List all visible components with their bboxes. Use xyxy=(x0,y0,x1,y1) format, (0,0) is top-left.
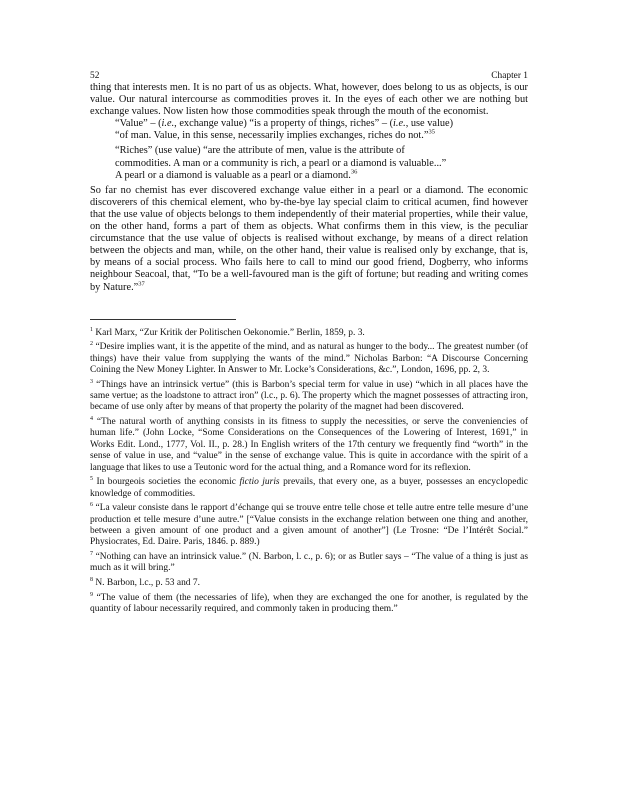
footnotes xyxy=(90,328,528,616)
footnote: $^8$ N. Barbon, l.c., p. 53 and 7. xyxy=(90,576,200,589)
footnote-ref[interactable]: 37 xyxy=(138,280,145,288)
footnote: $^4$ “The natural worth of anything consists in its fitness to supply the necessities, or serve the conveniencies of human life.” (John Locke, “Some Considerations on the Consequences of the Lowering of Interest, 1691,” in Works Edit. Lond., 1777, Vol. II., p. 28.) In English writers of the 17th century we frequently find “worth” in the sense of value in use, and “value” in the sense of exchange value. This is quite in accordance with the spirit of a language that likes to use a Teutonic word for the actual thing, and a Romance word for its reflexion. xyxy=(90,415,528,473)
quote-line-1: “Value” – (i.e., exchange value) “is a property of things, riches” – (i.e., use value) xyxy=(115,118,454,130)
document-page xyxy=(90,70,528,619)
footnote-ref[interactable]: 36 xyxy=(350,168,358,176)
footnote-ref[interactable]: 35 xyxy=(428,128,435,136)
running-header xyxy=(90,70,528,82)
chapter-title: Chapter 1 xyxy=(491,71,528,81)
footnote: $^6$ “La valeur consiste dans le rapport d’échange qui se trouve entre telle chose et telle autre entre telle mesure d’une production et telle mesure d’une autre.” [“Value consists in the exchange relation between one thing and another, between a given amount of one product and a given amount of another”] (Le Trosne: “De l’Intérêt Social.” Physiocrates, Ed. Daire. Paris, 1846. p. 889.) xyxy=(90,502,529,548)
quote-line-3: “Riches” (use value) “are the attribute of men, value is the attribute of xyxy=(115,145,405,157)
footnote: $^3$ “Things have an intrinsick vertue” (this is Barbon’s special term for value in use) “which in all places have the same vertue; as the loadstone to attract iron” (l.c., p. 6). The property which the magnet possesses of attracting iron, became of use only after by means of that property the polarity of the magnet had been discovered. xyxy=(90,378,528,413)
footnote: $^7$ “Nothing can have an intrinsick value.” (N. Barbon, l. c., p. 6); or as Butler says – “The value of a thing is just as much as it will bring.” xyxy=(90,550,529,574)
footnote: $^1$ Karl Marx, “Zur Kritik der Politischen Oekonomie.” Berlin, 1859, p. 3. xyxy=(90,326,365,338)
block-quote xyxy=(115,118,528,181)
body-paragraph-2: So far no chemist has ever discovered exchange value either in a pearl or a diamond. The economic discoverers of this chemical element, who by-the-bye lay special claim to critical acumen, find however that the use value of objects belongs to them independently of their material properties, while their value, on the other hand, forms a part of them as objects. What confirms them in this view, is the peculiar circumstance that the use value of objects is realised without exchange, by means of a direct relation between the objects and man, while, on the other hand, their value is realised only by exchange, that is, by means of a social process. Who fails here to call to mind our good friend, Dogberry, who informs neighbour Seacoal, that, “To be a well-favoured man is the gift of fortune; but reading and writing comes by Nature.”$^{37}$ xyxy=(90,184,528,293)
page-number: 52 xyxy=(90,71,100,81)
quote-line-2: “of man. Value, in this sense, necessarily implies exchanges, riches do not.”$^{35}$ xyxy=(115,128,435,142)
footnote: $^5$ In bourgeois societies the economic fictio juris prevails, that every one, as a buyer, possesses an encyclopedic knowledge of commodities. xyxy=(90,476,528,499)
footnote-divider xyxy=(90,319,236,320)
quote-line-5: A pearl or a diamond is valuable as a pearl or a diamond.$^{36}$ xyxy=(115,168,358,181)
quote-line-4: commodities. A man or a community is rich, a pearl or a diamond is valuable...” xyxy=(115,157,447,169)
footnote: $^9$ “The value of them (the necessaries of life), when they are exchanged the one for another, is regulated by the quantity of labour necessarily required, and commonly taken in producing them.” xyxy=(90,591,529,615)
footnote: $^2$ “Desire implies want, it is the appetite of the mind, and as natural as hunger to the body... The greatest number (of things) have their value from supplying the wants of the mind.” Nicholas Barbon: “A Discourse Concerning Coining the New Money Lighter. In Answer to Mr. Locke’s Considerations, &c.”, London, 1696, pp. 2, 3. xyxy=(90,341,528,375)
body-paragraph-1: thing that interests men. It is no part of us as objects. What, however, does belong to us as objects, is our value. Our natural intercourse as commodities proves it. In the eyes of each other we are nothing but exchange values. Now listen how those commodities speak through the mouth of the economist. xyxy=(90,82,528,118)
